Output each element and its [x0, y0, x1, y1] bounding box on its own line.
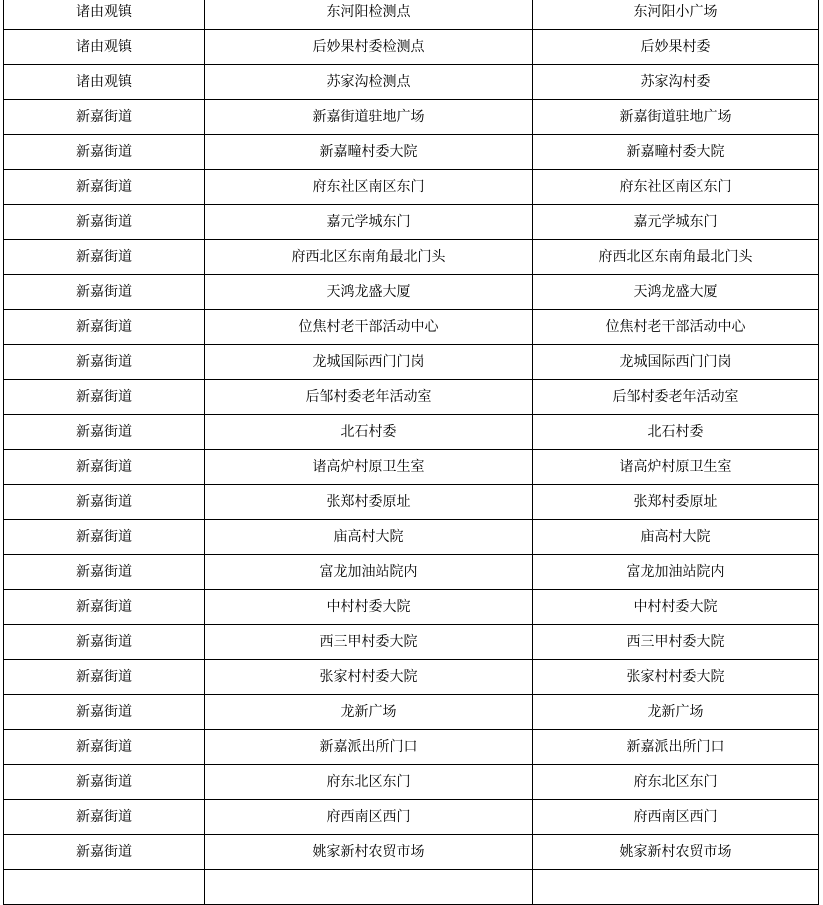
table-row [4, 275, 819, 310]
table-row [4, 415, 819, 450]
town-cell: 新嘉街道 [4, 695, 205, 730]
town-cell: 新嘉街道 [4, 310, 205, 345]
site-name-cell: 中村村委大院 [205, 590, 533, 625]
table-row [4, 555, 819, 590]
location-cell: 后邹村委老年活动室 [533, 380, 819, 415]
location-cell: 府东社区南区东门 [533, 170, 819, 205]
location-cell: 龙城国际西门门岗 [533, 345, 819, 380]
site-name-cell: 张家村村委大院 [205, 660, 533, 695]
location-cell: 富龙加油站院内 [533, 555, 819, 590]
table-row [4, 0, 819, 30]
town-cell: 新嘉街道 [4, 800, 205, 835]
site-name-cell [205, 870, 533, 905]
town-cell: 新嘉街道 [4, 275, 205, 310]
location-cell: 天鸿龙盛大厦 [533, 275, 819, 310]
site-name-cell: 龙新广场 [205, 695, 533, 730]
town-cell: 诸由观镇 [4, 30, 205, 65]
table-row [4, 800, 819, 835]
town-cell: 诸由观镇 [4, 0, 205, 30]
site-name-cell: 府西北区东南角最北门头 [205, 240, 533, 275]
site-name-cell: 位焦村老干部活动中心 [205, 310, 533, 345]
location-cell: 姚家新村农贸市场 [533, 835, 819, 870]
table-row [4, 590, 819, 625]
table-row [4, 625, 819, 660]
site-name-cell: 后邹村委老年活动室 [205, 380, 533, 415]
location-cell: 张家村村委大院 [533, 660, 819, 695]
town-cell: 新嘉街道 [4, 100, 205, 135]
location-cell: 府西南区西门 [533, 800, 819, 835]
site-name-cell: 庙高村大院 [205, 520, 533, 555]
site-name-cell: 府东北区东门 [205, 765, 533, 800]
testing-sites-table-container [3, 0, 818, 905]
table-row [4, 485, 819, 520]
site-name-cell: 府西南区西门 [205, 800, 533, 835]
town-cell: 新嘉街道 [4, 555, 205, 590]
site-name-cell: 诸高炉村原卫生室 [205, 450, 533, 485]
table-row [4, 660, 819, 695]
site-name-cell: 嘉元学城东门 [205, 205, 533, 240]
table-row [4, 380, 819, 415]
location-cell [533, 870, 819, 905]
table-row [4, 205, 819, 240]
town-cell: 新嘉街道 [4, 625, 205, 660]
town-cell: 新嘉街道 [4, 520, 205, 555]
location-cell: 后妙果村委 [533, 30, 819, 65]
table-row [4, 345, 819, 380]
location-cell: 苏家沟村委 [533, 65, 819, 100]
site-name-cell: 张郑村委原址 [205, 485, 533, 520]
town-cell: 新嘉街道 [4, 135, 205, 170]
site-name-cell: 姚家新村农贸市场 [205, 835, 533, 870]
location-cell: 北石村委 [533, 415, 819, 450]
table-row [4, 835, 819, 870]
town-cell: 新嘉街道 [4, 345, 205, 380]
town-cell: 新嘉街道 [4, 240, 205, 275]
town-cell: 新嘉街道 [4, 205, 205, 240]
location-cell: 府东北区东门 [533, 765, 819, 800]
site-name-cell: 苏家沟检测点 [205, 65, 533, 100]
site-name-cell: 龙城国际西门门岗 [205, 345, 533, 380]
site-name-cell: 新嘉疃村委大院 [205, 135, 533, 170]
town-cell [4, 870, 205, 905]
table-row [4, 135, 819, 170]
location-cell: 张郑村委原址 [533, 485, 819, 520]
table-row [4, 100, 819, 135]
town-cell: 新嘉街道 [4, 835, 205, 870]
site-name-cell: 西三甲村委大院 [205, 625, 533, 660]
site-name-cell: 天鸿龙盛大厦 [205, 275, 533, 310]
town-cell: 新嘉街道 [4, 485, 205, 520]
table-row [4, 30, 819, 65]
table-row [4, 240, 819, 275]
table-row [4, 695, 819, 730]
table-row [4, 520, 819, 555]
location-cell: 诸高炉村原卫生室 [533, 450, 819, 485]
town-cell: 新嘉街道 [4, 380, 205, 415]
location-cell: 西三甲村委大院 [533, 625, 819, 660]
location-cell: 府西北区东南角最北门头 [533, 240, 819, 275]
site-name-cell: 新嘉街道驻地广场 [205, 100, 533, 135]
site-name-cell: 北石村委 [205, 415, 533, 450]
site-name-cell: 府东社区南区东门 [205, 170, 533, 205]
table-row [4, 765, 819, 800]
town-cell: 诸由观镇 [4, 65, 205, 100]
location-cell: 中村村委大院 [533, 590, 819, 625]
table-row [4, 65, 819, 100]
town-cell: 新嘉街道 [4, 730, 205, 765]
testing-sites-table [3, 0, 819, 905]
table-row [4, 310, 819, 345]
town-cell: 新嘉街道 [4, 415, 205, 450]
site-name-cell: 新嘉派出所门口 [205, 730, 533, 765]
location-cell: 新嘉疃村委大院 [533, 135, 819, 170]
location-cell: 庙高村大院 [533, 520, 819, 555]
location-cell: 新嘉街道驻地广场 [533, 100, 819, 135]
site-name-cell: 后妙果村委检测点 [205, 30, 533, 65]
town-cell: 新嘉街道 [4, 590, 205, 625]
location-cell: 位焦村老干部活动中心 [533, 310, 819, 345]
town-cell: 新嘉街道 [4, 170, 205, 205]
town-cell: 新嘉街道 [4, 450, 205, 485]
table-body [4, 0, 819, 905]
table-row [4, 170, 819, 205]
table-row [4, 450, 819, 485]
location-cell: 嘉元学城东门 [533, 205, 819, 240]
table-row [4, 870, 819, 905]
site-name-cell: 东河阳检测点 [205, 0, 533, 30]
location-cell: 龙新广场 [533, 695, 819, 730]
location-cell: 新嘉派出所门口 [533, 730, 819, 765]
location-cell: 东河阳小广场 [533, 0, 819, 30]
town-cell: 新嘉街道 [4, 765, 205, 800]
table-row [4, 730, 819, 765]
site-name-cell: 富龙加油站院内 [205, 555, 533, 590]
town-cell: 新嘉街道 [4, 660, 205, 695]
